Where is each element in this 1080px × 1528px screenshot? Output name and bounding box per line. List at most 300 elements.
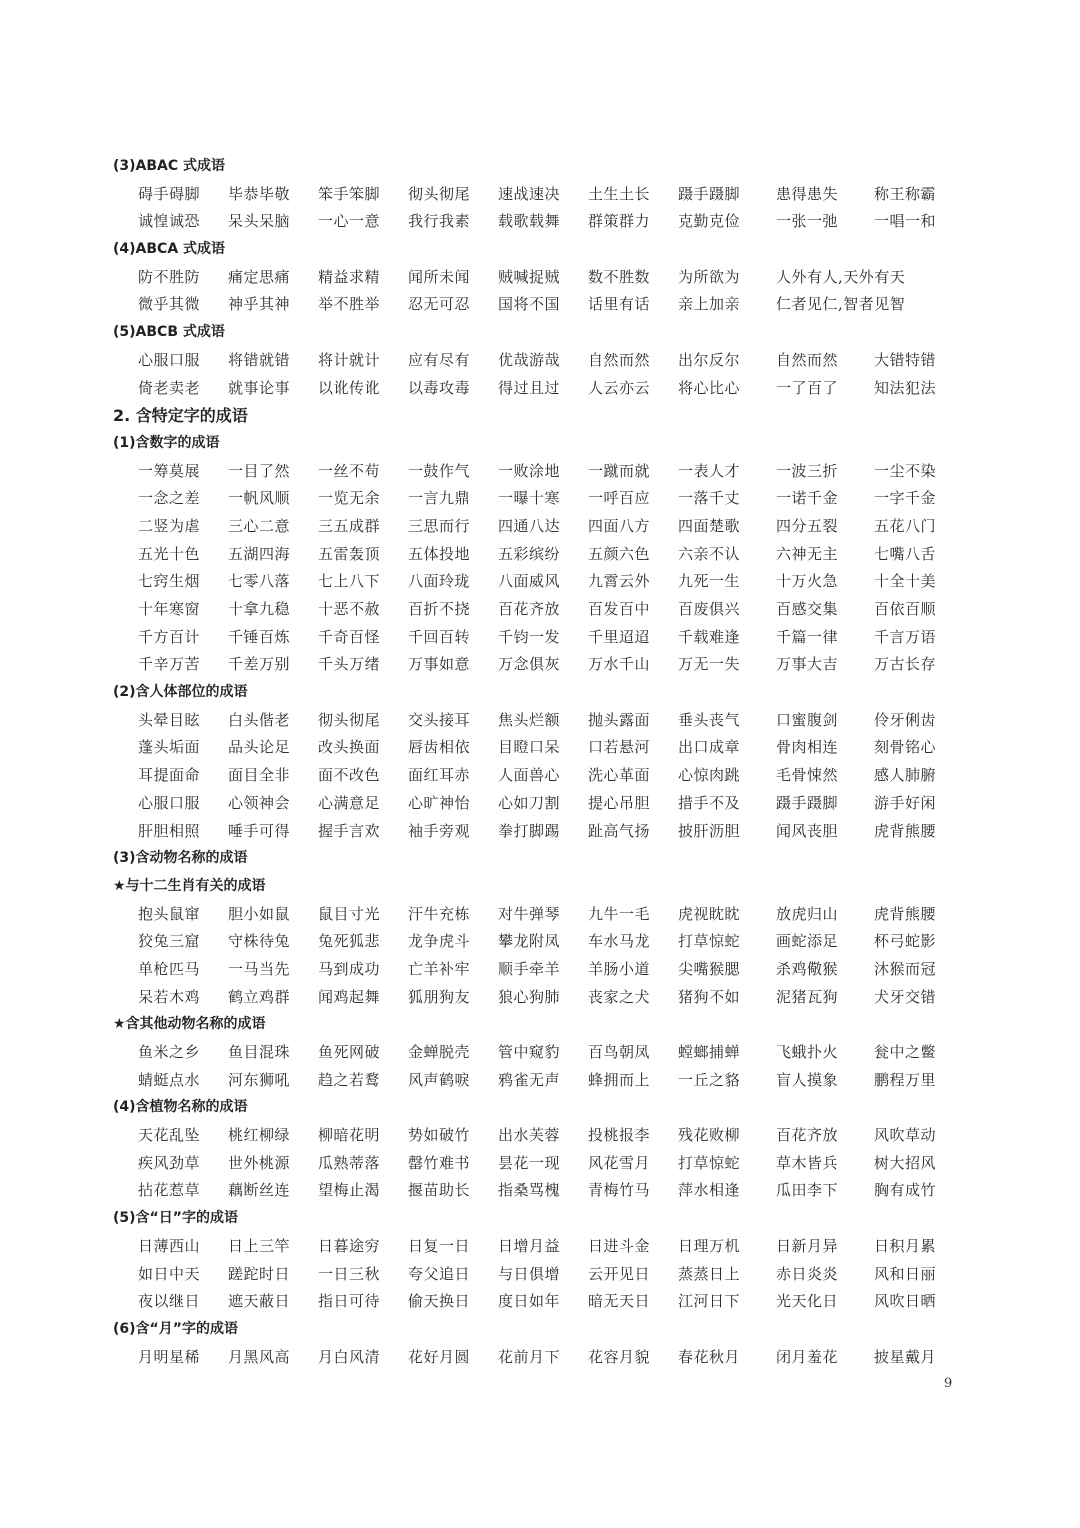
idiom: 万水千山	[588, 655, 651, 674]
idiom: 八面威风	[498, 572, 561, 591]
idiom: 一言九鼎	[408, 489, 471, 508]
idiom: 我行我素	[408, 212, 471, 231]
idiom: 人外有人,天外有天	[776, 267, 906, 286]
idiom-row	[113, 1261, 963, 1289]
idiom: 三五成群	[318, 516, 381, 535]
idiom: 万念俱灰	[498, 655, 561, 674]
idiom: 攀龙附凤	[498, 932, 561, 951]
idiom: 万事大吉	[776, 655, 839, 674]
idiom: 百发百中	[588, 600, 651, 618]
idiom: 目瞪口呆	[498, 738, 561, 757]
subsection-title: (4)ABCA 式成语	[113, 241, 226, 258]
idiom: 千言万语	[874, 627, 937, 646]
section-title: 2. 含特定字的成语	[113, 406, 248, 426]
idiom: 千辛万苦	[138, 655, 201, 674]
idiom: 百花齐放	[498, 600, 561, 618]
idiom: 狡兔三窟	[138, 932, 201, 951]
idiom-row	[113, 375, 963, 403]
subsection-title: (3)ABAC 式成语	[113, 158, 226, 174]
idiom: 势如破竹	[408, 1126, 471, 1145]
idiom-row	[113, 624, 963, 652]
idiom: 微乎其微	[138, 295, 201, 314]
idiom: 一呼百应	[588, 489, 651, 508]
idiom: 九牛一毛	[588, 904, 651, 923]
idiom: 肝胆相照	[138, 821, 201, 840]
idiom: 柳暗花明	[318, 1126, 381, 1145]
subsection-title: (1)含数字的成语	[113, 434, 220, 451]
idiom: 握手言欢	[318, 821, 381, 840]
idiom-row	[113, 347, 963, 375]
idiom: 疾风劲草	[138, 1153, 201, 1172]
idiom: 一帆风顺	[228, 489, 291, 508]
idiom: 犬牙交错	[874, 987, 937, 1006]
idiom: 八面玲珑	[408, 572, 471, 591]
idiom-row	[113, 1233, 963, 1261]
idiom: 知法犯法	[874, 378, 937, 397]
idiom: 倚老卖老	[138, 378, 201, 397]
idiom: 一丝不苟	[318, 461, 381, 480]
idiom: 蹉跎时日	[228, 1264, 291, 1283]
idiom: 虎视眈眈	[678, 904, 741, 923]
subsection-title: ★与十二生肖有关的成语	[113, 877, 266, 894]
idiom: 鱼死网破	[318, 1043, 381, 1061]
idiom: 十年寒窗	[138, 600, 201, 618]
idiom: 日复一日	[408, 1236, 471, 1255]
idiom: 一表人才	[678, 461, 741, 480]
idiom: 三思而行	[408, 516, 471, 535]
idiom: 青梅竹马	[588, 1181, 651, 1200]
idiom: 遮天蔽日	[228, 1292, 291, 1311]
idiom: 日薄西山	[138, 1236, 201, 1255]
idiom: 一日三秋	[318, 1264, 381, 1283]
idiom-row	[113, 651, 963, 679]
idiom: 日积月累	[874, 1236, 937, 1255]
idiom: 毕恭毕敬	[228, 184, 291, 203]
idiom: 得过且过	[498, 378, 561, 397]
subsection-title: (6)含“月”字的成语	[113, 1320, 238, 1337]
subsection-title: (5)含“日”字的成语	[113, 1210, 238, 1227]
idiom: 九霄云外	[588, 572, 651, 591]
idiom: 与日俱增	[498, 1264, 561, 1283]
idiom: 一败涂地	[498, 461, 561, 480]
idiom: 风吹日晒	[874, 1292, 937, 1311]
idiom: 神乎其神	[228, 295, 291, 314]
idiom: 头晕目眩	[138, 710, 201, 729]
idiom: 昙花一现	[498, 1153, 561, 1172]
idiom: 尖嘴猴腮	[678, 959, 741, 978]
subsection-title: (4)含植物名称的成语	[113, 1099, 248, 1116]
idiom: 对牛弹琴	[498, 904, 561, 923]
idiom: 千锤百炼	[228, 627, 291, 646]
idiom: 日新月异	[776, 1236, 839, 1255]
idiom-row	[113, 818, 963, 846]
idiom: 赤日炎炎	[776, 1264, 839, 1283]
idiom: 抛头露面	[588, 710, 651, 729]
idiom: 顺手牵羊	[498, 959, 561, 978]
idiom: 笨手笨脚	[318, 184, 381, 203]
idiom: 唾手可得	[228, 821, 291, 840]
idiom: 车水马龙	[588, 932, 651, 951]
subsection-title: (3)含动物名称的成语	[113, 850, 248, 867]
idiom-row	[113, 1067, 963, 1095]
idiom: 瓮中之鳖	[874, 1043, 937, 1061]
idiom: 四面八方	[588, 516, 651, 535]
idiom: 心服口服	[138, 350, 201, 369]
idiom: 日理万机	[678, 1236, 741, 1255]
idiom-row	[113, 458, 963, 486]
idiom: 就事论事	[228, 378, 291, 397]
idiom-row	[113, 707, 963, 735]
idiom-row	[113, 485, 963, 513]
idiom: 伶牙俐齿	[874, 710, 937, 729]
idiom-row	[113, 568, 963, 596]
idiom: 蒸蒸日上	[678, 1264, 741, 1283]
idiom: 面不改色	[318, 766, 381, 785]
idiom: 一丘之貉	[678, 1070, 741, 1089]
idiom: 速战速决	[498, 184, 561, 203]
idiom-row	[113, 1344, 963, 1372]
idiom: 江河日下	[678, 1292, 741, 1311]
idiom: 春花秋月	[678, 1347, 741, 1366]
idiom: 千头万绪	[318, 655, 381, 674]
idiom: 一曝十寒	[498, 489, 561, 508]
idiom: 土生土长	[588, 184, 651, 203]
idiom: 日暮途穷	[318, 1236, 381, 1255]
idiom: 千奇百怪	[318, 627, 381, 646]
idiom: 日上三竿	[228, 1236, 291, 1255]
idiom-row	[113, 956, 963, 984]
idiom: 一筹莫展	[138, 461, 201, 480]
idiom: 五颜六色	[588, 544, 651, 563]
idiom: 飞蛾扑火	[776, 1043, 839, 1061]
idiom: 一鼓作气	[408, 461, 471, 480]
idiom-list	[113, 153, 963, 1371]
idiom: 夸父追日	[408, 1264, 471, 1283]
idiom: 诚惶诚恐	[138, 212, 201, 231]
idiom: 刻骨铭心	[874, 738, 937, 757]
idiom: 鸦雀无声	[498, 1070, 561, 1089]
idiom: 毛骨悚然	[776, 766, 839, 785]
idiom: 鼠目寸光	[318, 904, 381, 923]
idiom: 垂头丧气	[678, 710, 741, 729]
idiom: 将计就计	[318, 350, 381, 369]
idiom: 唇齿相依	[408, 738, 471, 757]
idiom: 河东狮吼	[228, 1070, 291, 1089]
page-number: 9	[944, 1376, 953, 1391]
idiom: 一字千金	[874, 489, 937, 508]
idiom: 彻头彻尾	[408, 184, 471, 203]
idiom: 风吹草动	[874, 1126, 937, 1145]
idiom: 心如刀割	[498, 793, 561, 812]
idiom: 一念之差	[138, 489, 201, 508]
idiom: 月白风清	[318, 1347, 381, 1366]
idiom: 呆头呆脑	[228, 212, 291, 231]
idiom: 亲上加亲	[678, 295, 741, 314]
idiom: 羊肠小道	[588, 959, 651, 978]
idiom: 五光十色	[138, 544, 201, 563]
idiom: 四分五裂	[776, 516, 839, 535]
idiom: 桃红柳绿	[228, 1126, 291, 1145]
idiom: 万古长存	[874, 655, 937, 674]
idiom-row	[113, 541, 963, 569]
idiom: 瓜熟蒂落	[318, 1153, 381, 1172]
idiom: 三心二意	[228, 516, 291, 535]
idiom: 蜂拥而上	[588, 1070, 651, 1089]
idiom: 人面兽心	[498, 766, 561, 785]
idiom: 萍水相逢	[678, 1181, 741, 1200]
idiom: 忍无可忍	[408, 295, 471, 314]
idiom: 五雷轰顶	[318, 544, 381, 563]
idiom: 感人肺腑	[874, 766, 937, 785]
idiom: 彻头彻尾	[318, 710, 381, 729]
idiom: 白头偕老	[228, 710, 291, 729]
idiom: 杀鸡儆猴	[776, 959, 839, 978]
idiom: 狼心狗肺	[498, 987, 561, 1006]
idiom: 面目全非	[228, 766, 291, 785]
idiom: 偷天换日	[408, 1292, 471, 1311]
idiom: 应有尽有	[408, 350, 471, 369]
idiom: 优哉游哉	[498, 350, 561, 369]
idiom: 心满意足	[318, 793, 381, 812]
idiom: 花好月圆	[408, 1347, 471, 1366]
idiom-row	[113, 734, 963, 762]
idiom: 千篇一律	[776, 627, 839, 646]
idiom: 亡羊补牢	[408, 959, 471, 978]
idiom: 一心一意	[318, 212, 381, 231]
idiom: 虎背熊腰	[874, 821, 937, 840]
idiom: 天花乱坠	[138, 1126, 201, 1145]
idiom: 万无一失	[678, 655, 741, 674]
idiom-row	[113, 291, 963, 319]
idiom-row	[113, 1122, 963, 1150]
idiom: 千载难逢	[678, 627, 741, 646]
idiom: 一目了然	[228, 461, 291, 480]
idiom: 万事如意	[408, 655, 471, 674]
idiom: 百依百顺	[874, 600, 937, 618]
idiom: 以毒攻毒	[408, 378, 471, 397]
idiom: 七上八下	[318, 572, 381, 591]
idiom: 望梅止渴	[318, 1181, 381, 1200]
idiom: 藕断丝连	[228, 1181, 291, 1200]
idiom: 四通八达	[498, 516, 561, 535]
idiom: 人云亦云	[588, 378, 651, 397]
idiom: 四面楚歌	[678, 516, 741, 535]
idiom-row	[113, 596, 963, 624]
idiom: 出水芙蓉	[498, 1126, 561, 1145]
idiom: 千里迢迢	[588, 627, 651, 646]
idiom: 度日如年	[498, 1292, 561, 1311]
idiom: 交头接耳	[408, 710, 471, 729]
idiom: 克勤克俭	[678, 212, 741, 231]
idiom: 杯弓蛇影	[874, 932, 937, 951]
idiom: 胆小如鼠	[228, 904, 291, 923]
idiom: 措手不及	[678, 793, 741, 812]
idiom: 日进斗金	[588, 1236, 651, 1255]
idiom: 指桑骂槐	[498, 1181, 561, 1200]
idiom: 投桃报李	[588, 1126, 651, 1145]
idiom: 月黑风高	[228, 1347, 291, 1366]
idiom: 守株待兔	[228, 932, 291, 951]
idiom: 千差万别	[228, 655, 291, 674]
idiom: 花容月貌	[588, 1347, 651, 1366]
idiom: 心惊肉跳	[678, 766, 741, 785]
idiom: 六神无主	[776, 544, 839, 563]
idiom: 贼喊捉贼	[498, 267, 561, 286]
idiom: 闻鸡起舞	[318, 987, 381, 1006]
idiom-row	[113, 181, 963, 209]
idiom: 大错特错	[874, 350, 937, 369]
idiom: 口蜜腹剑	[776, 710, 839, 729]
idiom: 十万火急	[776, 572, 839, 591]
idiom: 五湖四海	[228, 544, 291, 563]
idiom: 出口成章	[678, 738, 741, 757]
idiom: 日增月益	[498, 1236, 561, 1255]
idiom-row	[113, 901, 963, 929]
idiom: 称王称霸	[874, 184, 937, 203]
idiom: 十恶不赦	[318, 600, 381, 618]
idiom: 盲人摸象	[776, 1070, 839, 1089]
idiom: 洗心革面	[588, 766, 651, 785]
idiom-row	[113, 513, 963, 541]
idiom: 一蹴而就	[588, 461, 651, 480]
idiom: 鹤立鸡群	[228, 987, 291, 1006]
idiom: 十全十美	[874, 572, 937, 591]
idiom: 放虎归山	[776, 904, 839, 923]
idiom: 暗无天日	[588, 1292, 651, 1311]
idiom: 自然而然	[588, 350, 651, 369]
idiom: 七零八落	[228, 572, 291, 591]
idiom: 千方百计	[138, 627, 201, 646]
idiom: 风花雪月	[588, 1153, 651, 1172]
idiom: 患得患失	[776, 184, 839, 203]
idiom: 百折不挠	[408, 600, 471, 618]
idiom: 百花齐放	[776, 1126, 839, 1145]
idiom: 以讹传讹	[318, 378, 381, 397]
idiom: 瓜田李下	[776, 1181, 839, 1200]
idiom: 一波三折	[776, 461, 839, 480]
idiom: 打草惊蛇	[678, 1153, 741, 1172]
idiom: 画蛇添足	[776, 932, 839, 951]
idiom: 自然而然	[776, 350, 839, 369]
idiom: 闭月羞花	[776, 1347, 839, 1366]
idiom: 螳螂捕蝉	[678, 1043, 741, 1061]
idiom: 将心比心	[678, 378, 741, 397]
idiom: 千回百转	[408, 627, 471, 646]
idiom: 残花败柳	[678, 1126, 741, 1145]
idiom: 百感交集	[776, 600, 839, 618]
idiom: 草木皆兵	[776, 1153, 839, 1172]
idiom: 胸有成竹	[874, 1181, 937, 1200]
idiom: 汗牛充栋	[408, 904, 471, 923]
idiom: 呆若木鸡	[138, 987, 201, 1006]
idiom: 花前月下	[498, 1347, 561, 1366]
idiom: 云开见日	[588, 1264, 651, 1283]
idiom: 面红耳赤	[408, 766, 471, 785]
idiom: 夜以继日	[138, 1292, 201, 1311]
subsection-title: ★含其他动物名称的成语	[113, 1016, 266, 1033]
idiom: 鹏程万里	[874, 1070, 937, 1089]
idiom-row	[113, 790, 963, 818]
idiom: 千钧一发	[498, 627, 561, 646]
idiom: 国将不国	[498, 295, 561, 314]
subsection-title: (2)含人体部位的成语	[113, 684, 248, 701]
idiom-row	[113, 1177, 963, 1205]
idiom: 金蝉脱壳	[408, 1043, 471, 1061]
idiom: 将错就错	[228, 350, 291, 369]
idiom: 五体投地	[408, 544, 471, 563]
idiom: 七窍生烟	[138, 572, 201, 591]
idiom: 兔死狐悲	[318, 932, 381, 951]
idiom: 趾高气扬	[588, 821, 651, 840]
idiom-row	[113, 208, 963, 236]
idiom: 骨肉相连	[776, 738, 839, 757]
idiom: 七嘴八舌	[874, 544, 937, 563]
idiom: 九死一生	[678, 572, 741, 591]
idiom: 蹑手蹑脚	[776, 793, 839, 812]
idiom: 丧家之犬	[588, 987, 651, 1006]
idiom: 罄竹难书	[408, 1153, 471, 1172]
idiom: 一诺千金	[776, 489, 839, 508]
idiom: 痛定思痛	[228, 267, 291, 286]
idiom: 百鸟朝凤	[588, 1043, 651, 1061]
idiom: 一马当先	[228, 959, 291, 978]
idiom: 百废俱兴	[678, 600, 741, 618]
idiom: 抱头鼠窜	[138, 904, 201, 923]
idiom: 鱼目混珠	[228, 1043, 291, 1061]
idiom: 泥猪瓦狗	[776, 987, 839, 1006]
idiom: 趋之若鹜	[318, 1070, 381, 1089]
idiom: 心服口服	[138, 793, 201, 812]
idiom: 打草惊蛇	[678, 932, 741, 951]
idiom: 指日可待	[318, 1292, 381, 1311]
idiom: 一尘不染	[874, 461, 937, 480]
idiom: 光天化日	[776, 1292, 839, 1311]
idiom: 载歌载舞	[498, 212, 561, 231]
idiom: 拈花惹草	[138, 1181, 201, 1200]
idiom: 提心吊胆	[588, 793, 651, 812]
subsection-title: (5)ABCB 式成语	[113, 324, 225, 341]
idiom: 狐朋狗友	[408, 987, 471, 1006]
idiom: 口若悬河	[588, 738, 651, 757]
idiom: 拳打脚踢	[498, 821, 561, 840]
idiom: 品头论足	[228, 738, 291, 757]
idiom: 鱼米之乡	[138, 1043, 201, 1061]
idiom: 耳提面命	[138, 766, 201, 785]
idiom: 数不胜数	[588, 267, 651, 286]
idiom: 五彩缤纷	[498, 544, 561, 563]
idiom: 游手好闲	[874, 793, 937, 812]
idiom-row	[113, 264, 963, 292]
idiom: 一唱一和	[874, 212, 937, 231]
idiom: 树大招风	[874, 1153, 937, 1172]
idiom: 管中窥豹	[498, 1043, 561, 1061]
idiom: 马到成功	[318, 959, 381, 978]
idiom: 为所欲为	[678, 267, 741, 286]
idiom-row	[113, 1039, 963, 1067]
idiom: 揠苗助长	[408, 1181, 471, 1200]
idiom: 群策群力	[588, 212, 651, 231]
idiom: 精益求精	[318, 267, 381, 286]
idiom: 一览无余	[318, 489, 381, 508]
idiom-row	[113, 984, 963, 1012]
idiom: 蹑手蹑脚	[678, 184, 741, 203]
idiom: 月明星稀	[138, 1347, 201, 1366]
idiom: 十拿九稳	[228, 600, 291, 618]
idiom: 披星戴月	[874, 1347, 937, 1366]
idiom-row	[113, 762, 963, 790]
idiom: 蜻蜓点水	[138, 1070, 201, 1089]
idiom: 碍手碍脚	[138, 184, 201, 203]
